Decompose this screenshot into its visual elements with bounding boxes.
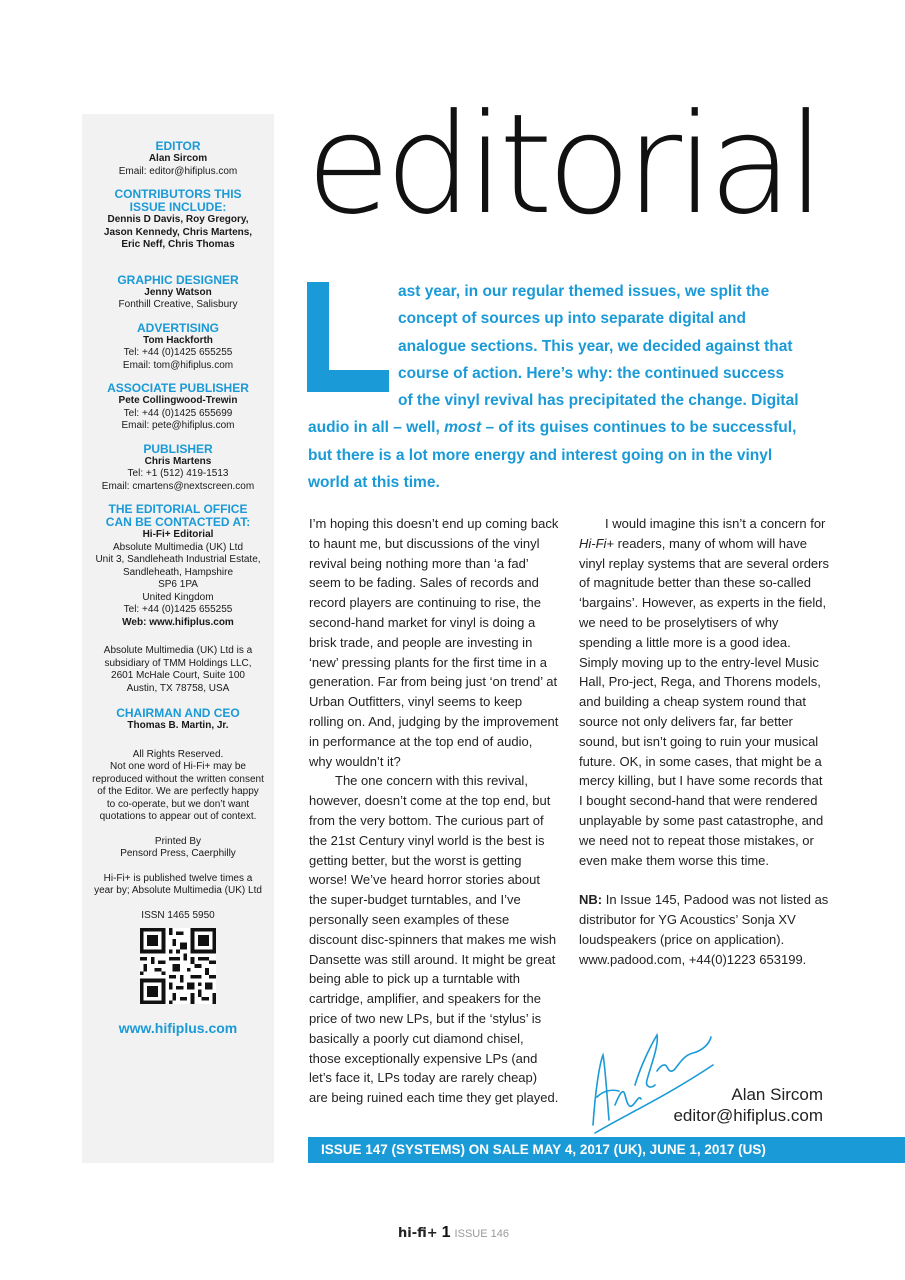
masthead-office: [82, 503, 274, 629]
body-text: I would imagine this isn’t a concern for: [605, 516, 826, 531]
office-line: Unit 3, Sandleheath Industrial Estate,: [95, 554, 261, 565]
subsidiary-line: Absolute Multimedia (UK) Ltd is a: [103, 645, 253, 656]
associate-tel: Tel: +44 (0)1425 655699: [123, 407, 233, 419]
masthead-designer: [82, 274, 274, 312]
page-number: 1: [441, 1224, 451, 1241]
publisher-heading: PUBLISHER: [143, 441, 213, 456]
masthead-advertising: [82, 322, 274, 373]
contributors-heading-2: ISSUE INCLUDE:: [129, 200, 227, 214]
contributors-names: Eric Neff, Chris Thomas: [121, 239, 235, 250]
intro-line: analogue sections. This year, we decided against that: [398, 337, 793, 355]
body-emphasis: Hi-Fi+: [579, 535, 615, 551]
body-column-right: [579, 514, 829, 969]
signoff-email: editor@hifiplus.com: [673, 1106, 823, 1125]
page-title: editorial: [306, 84, 820, 245]
office-heading: THE EDITORIAL OFFICE: [108, 502, 248, 516]
nb-text: In Issue 145, Padood was not listed as distributor for YG Acoustics’ Sonja XV loudspeakers (price on application). www.padood.com, +44(0)1223 653199.: [579, 892, 829, 967]
masthead-chairman: [82, 707, 274, 733]
contributors-heading: CONTRIBUTORS THIS: [114, 187, 242, 201]
body-paragraph: I’m hoping this doesn’t end up coming back to haunt me, but discussions of the vinyl revival being nothing more than ‘a fad’ seem to be fading. Sales of records and record players are continuing to rise, the second-hand market for vinyl is doing a brisk trade, and people are investing in ‘new’ pressing plants for the first time in a generation. Far from being just ‘on trend’ at Urban Outfitters, vinyl seems to keep rolling on. And, judging by the improvement in performance at the top end of audio, why wouldn’t it?: [309, 516, 559, 769]
page-footer: [398, 1224, 509, 1242]
office-web: Web: www.hifiplus.com: [122, 616, 234, 628]
body-paragraph: The one concern with this revival, however, doesn’t come at the top end, but from the very bottom. The curious part of the 21st Century vinyl world is the best is getting better, but the worst is getting worse! We’ve heard horror stories about the super-budget turntables, and I’ve personally seen examples of these discount disc-spinners that makes me wish Dansette was still around. It might be great being able to pick up a turntable with cartridge, amplifier, and speakers for the price of two new LPs, but if the ‘stylus’ is basically a poorly cut diamond chisel, those exceptionally expensive LPs (and let’s face it, LPs today are rarely cheap) are being ruined each time they get played.: [309, 773, 559, 1106]
qr-code-icon: [140, 928, 216, 1004]
office-heading-2: CAN BE CONTACTED AT:: [105, 515, 251, 529]
signoff-name: Alan Sircom: [731, 1085, 823, 1104]
rights-note: [82, 749, 274, 824]
rights-line: quotations to appear out of context.: [99, 811, 257, 822]
office-line: Tel: +44 (0)1425 655255: [123, 604, 233, 615]
published-note: [82, 873, 274, 898]
chairman-heading: CHAIRMAN AND CEO: [116, 706, 240, 720]
masthead-contributors: [82, 188, 274, 252]
intro-line: world at this time.: [308, 474, 440, 492]
associate-name: Pete Collingwood-Trewin: [118, 395, 238, 406]
intro-line: ast year, in our regular themed issues, we split the: [398, 283, 770, 300]
associate-email: Email: pete@hifiplus.com: [121, 420, 235, 431]
masthead-publisher: [82, 443, 274, 494]
advertising-email: Email: tom@hifiplus.com: [122, 359, 234, 371]
subsidiary-line: Austin, TX 78758, USA: [126, 682, 230, 694]
masthead-editor: [82, 140, 274, 178]
associate-heading: ASSOCIATE PUBLISHER: [107, 381, 249, 395]
masthead-associate: [82, 382, 274, 433]
publisher-email: Email: cmartens@nextscreen.com: [101, 480, 255, 492]
rights-line: Not one word of Hi-Fi+ may be: [110, 761, 246, 772]
published-line: Hi-Fi+ is published twelve times a: [103, 872, 253, 884]
issn: ISSN 1465 5950: [141, 909, 215, 921]
intro-paragraph: [308, 278, 818, 496]
subsidiary-line: subsidiary of TMM Holdings LLC,: [104, 657, 252, 669]
nb-label: NB:: [579, 892, 603, 908]
rights-line: All Rights Reserved.: [132, 748, 224, 760]
contributors-names: Dennis D Davis, Roy Gregory,: [107, 214, 249, 225]
contributors-names: Jason Kennedy, Chris Martens,: [103, 226, 253, 238]
chairman-name: Thomas B. Martin, Jr.: [127, 720, 229, 731]
office-line: Absolute Multimedia (UK) Ltd: [112, 541, 244, 553]
publisher-name: Chris Martens: [144, 455, 212, 467]
advertising-tel: Tel: +44 (0)1425 655255: [123, 347, 233, 358]
body-paragraph: [579, 514, 829, 870]
signoff: [673, 1084, 823, 1126]
advertising-name: Tom Hackforth: [143, 334, 213, 346]
designer-name: Jenny Watson: [144, 286, 212, 298]
printed-note: [82, 836, 274, 861]
intro-text: – of its guises continues to be successful,: [481, 419, 797, 437]
drop-cap-letter: L: [311, 301, 313, 303]
editor-email: Email: editor@hifiplus.com: [118, 165, 238, 177]
intro-emphasis: most: [444, 419, 482, 437]
body-text: readers, many of whom will have vinyl replay systems that are several orders of magnitude better than these so-called ‘bargains’. However, as experts in the field, we need to be proselytisers of why spending a little more is a good idea. Simply moving up to the entry-level Music Hall, Pro-ject, Rega, and Thorens models, and building a cheap system round that source not only delivers far, far better sound, but isn’t going to ruin your musical future. OK, in some cases, that might be a mercy killing, but I have some records that I bought second-hand that were rendered unplayable by some past catastrophe, and we need not to repeat those mistakes, or even make them worse this time.: [579, 535, 829, 868]
editor-name: Alan Sircom: [148, 153, 208, 164]
rights-line: reproduced without the written consent: [92, 773, 264, 785]
designer-heading: GRAPHIC DESIGNER: [117, 272, 239, 287]
rights-line: to co-operate, but we don’t want: [106, 798, 250, 810]
issue-banner: ISSUE 147 (SYSTEMS) ON SALE MAY 4, 2017 (UK), JUNE 1, 2017 (US): [308, 1137, 905, 1163]
nb-note: [579, 890, 829, 969]
office-name: Hi-Fi+ Editorial: [142, 529, 214, 540]
advertising-heading: ADVERTISING: [136, 320, 219, 335]
office-line: United Kingdom: [142, 591, 214, 603]
website-link[interactable]: www.hifiplus.com: [118, 1020, 238, 1036]
intro-line: concept of sources up into separate digital and: [398, 310, 746, 328]
hifiplus-logo: hi-fi+: [398, 1226, 438, 1241]
published-line: year by; Absolute Multimedia (UK) Ltd: [94, 885, 262, 896]
editor-heading: EDITOR: [155, 139, 201, 153]
body-column-left: [309, 514, 559, 1108]
intro-line: course of action. Here’s why: the continued success: [398, 364, 785, 382]
subsidiary-line: 2601 McHale Court, Suite 100: [111, 670, 245, 681]
subsidiary-note: [82, 645, 274, 695]
office-line: Sandleheath, Hampshire: [122, 566, 234, 578]
masthead-sidebar: [82, 114, 274, 1163]
publisher-tel: Tel: +1 (512) 419-1513: [127, 468, 229, 479]
intro-line: but there is a lot more energy and interest going on in the vinyl: [308, 446, 773, 464]
printed-line: Printed By: [154, 835, 202, 847]
office-line: SP6 1PA: [158, 579, 198, 590]
rights-line: of the Editor. We are perfectly happy: [97, 786, 259, 797]
intro-line: of the vinyl revival has precipitated the change. Digital: [398, 392, 799, 410]
footer-issue: ISSUE 146: [454, 1228, 509, 1240]
intro-text: audio in all – well,: [308, 419, 445, 437]
intro-line: [308, 414, 818, 441]
printed-line: Pensord Press, Caerphilly: [120, 848, 236, 859]
designer-company: Fonthill Creative, Salisbury: [118, 299, 238, 310]
